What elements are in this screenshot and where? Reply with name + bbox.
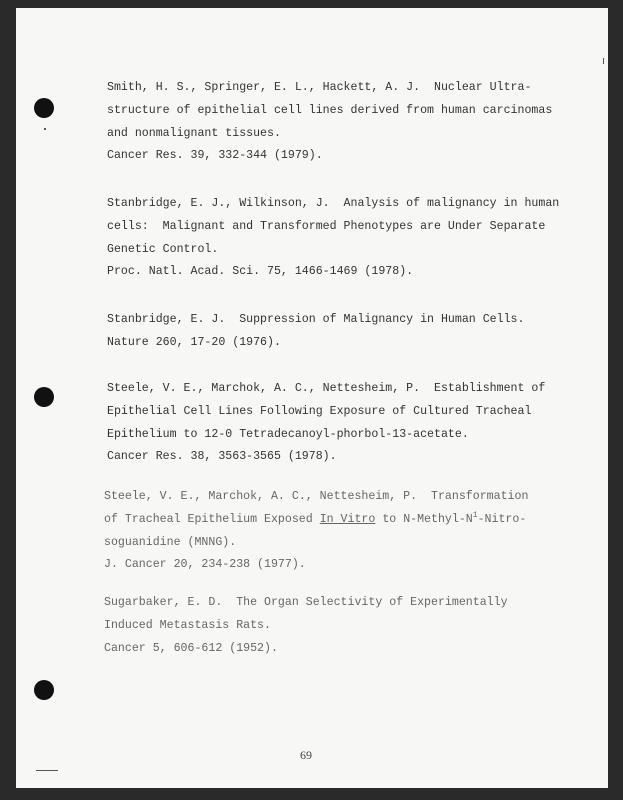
text-segment: of Tracheal Epithelium Exposed [104, 512, 320, 526]
reference-line: Proc. Natl. Acad. Sci. 75, 1466-1469 (1978). [107, 265, 414, 279]
reference-entry [104, 486, 528, 577]
reference-line: J. Cancer 20, 234-238 (1977). [104, 558, 306, 572]
reference-line: Stanbridge, E. J., Wilkinson, J. Analysis of malignancy in human [107, 197, 560, 210]
text-segment: to N-Methyl-N [375, 512, 473, 526]
reference-entry [107, 309, 524, 355]
reference-entry [107, 193, 559, 284]
reference-line: Epithelial Cell Lines Following Exposure of Cultured Tracheal [107, 404, 532, 418]
binder-hole [34, 387, 54, 407]
reference-line: cells: Malignant and Transformed Phenotypes are Under Separate [107, 219, 546, 233]
speck [44, 128, 46, 130]
reference-line: Genetic Control. [107, 242, 219, 256]
italic-underlined-term: In Vitro [319, 512, 376, 526]
reference-line: Sugarbaker, E. D. The Organ Selectivity of Experimentally [104, 596, 508, 609]
reference-line: Cancer 5, 606-612 (1952). [104, 641, 278, 655]
reference-line [104, 509, 528, 532]
reference-line: Cancer Res. 39, 332-344 (1979). [107, 149, 323, 163]
edge-mark [603, 58, 604, 64]
reference-line: and nonmalignant tissues. [107, 126, 281, 140]
reference-line: Induced Metastasis Rats. [104, 618, 271, 632]
edge-mark [36, 770, 58, 771]
page-number: 69 [300, 748, 312, 762]
reference-line: Nature 260, 17-20 (1976). [107, 335, 281, 349]
text-segment: -Nitro- [477, 512, 527, 526]
reference-line: Cancer Res. 38, 3563-3565 (1978). [107, 450, 337, 464]
reference-line: Steele, V. E., Marchok, A. C., Nettesheim, P. Transformation [104, 490, 529, 503]
binder-hole [34, 98, 54, 118]
reference-line: Steele, V. E., Marchok, A. C., Nettesheim, P. Establishment of [107, 382, 546, 395]
reference-line: structure of epithelial cell lines derived from human carcinomas [107, 103, 553, 117]
reference-entry [104, 592, 508, 660]
reference-line: Stanbridge, E. J. Suppression of Malignancy in Human Cells. [107, 313, 525, 326]
reference-entry [107, 378, 545, 469]
reference-entry [107, 77, 552, 168]
reference-line: Epithelium to 12-0 Tetradecanoyl-phorbol-13-acetate. [107, 427, 469, 441]
binder-hole [34, 680, 54, 700]
reference-line: Smith, H. S., Springer, E. L., Hackett, A. J. Nuclear Ultra- [107, 81, 532, 94]
superscript: 1 [472, 510, 478, 520]
reference-line: soguanidine (MNNG). [104, 535, 237, 549]
